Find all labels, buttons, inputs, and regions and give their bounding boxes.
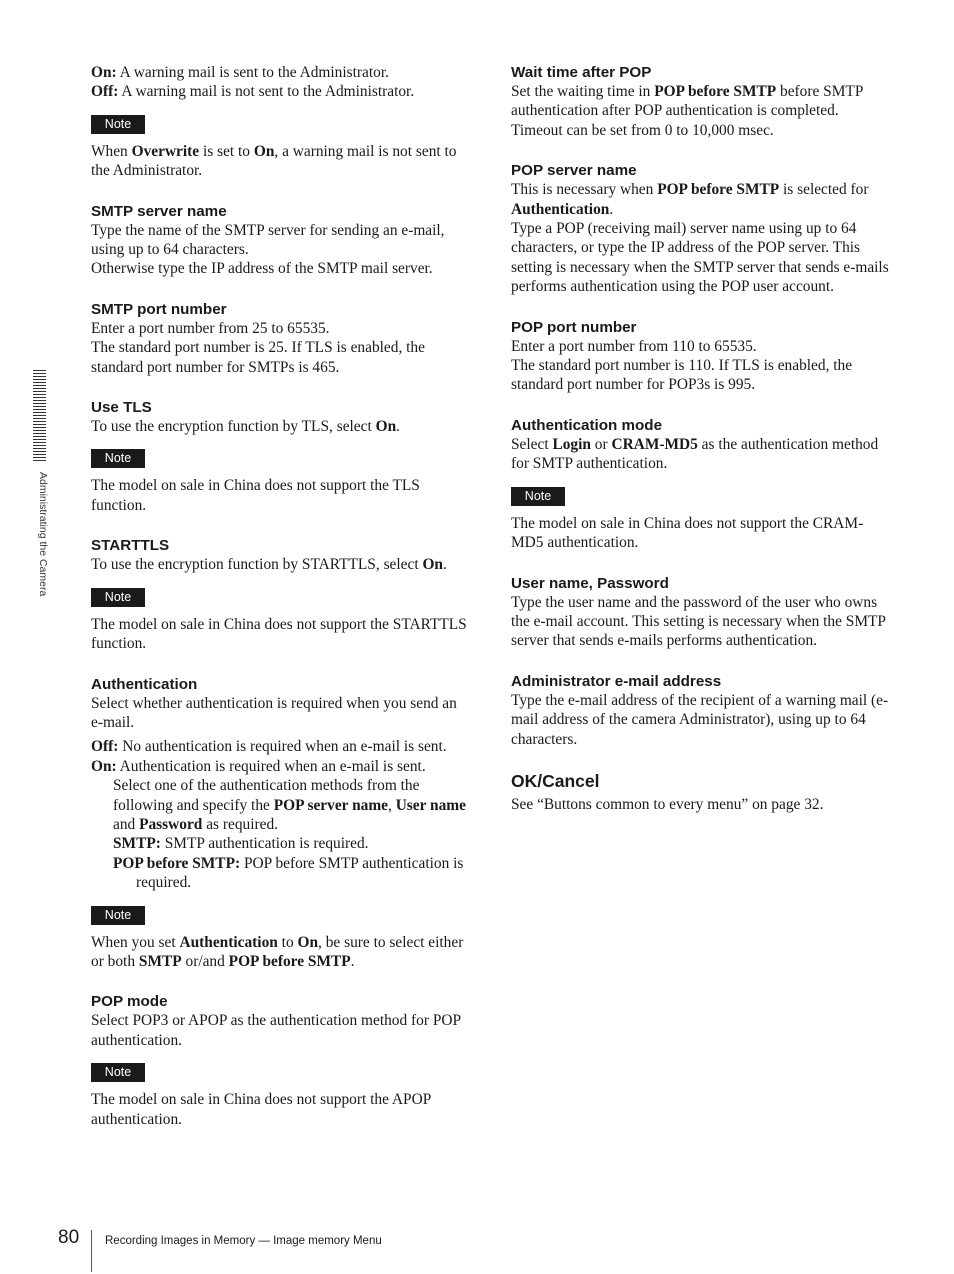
heading-pop-mode: POP mode: [91, 993, 168, 1011]
section-use-tls: Use TLS To use the encryption function by TLS, select On.: [91, 398, 469, 436]
note-badge: Note: [511, 487, 565, 506]
note-text: The model on sale in China does not support the STARTTLS function.: [91, 615, 467, 653]
section-pop-port-number: POP port number Enter a port number from 110 to 65535. The standard port number is 110. If TLS is enabled, the standard port number for POP3s is 995.: [511, 318, 889, 395]
note-badge: Note: [91, 115, 145, 134]
section-wait-time-after-pop: Wait time after POP Set the waiting time in POP before SMTP before SMTP authentication after POP authentication is completed. Timeout can be set from 0 to 10,000 msec.: [511, 63, 889, 140]
heading-authentication: Authentication: [91, 675, 198, 693]
footer-divider: [91, 1230, 92, 1272]
section-administrator-email: Administrator e-mail address Type the e-mail address of the recipient of a warning mail (e-mail address of the camera Administrator), using up to 64 characters.: [511, 672, 889, 748]
left-column: [91, 63, 469, 1150]
section-authentication-mode: Authentication mode Select Login or CRAM-MD5 as the authentication method for SMTP authentication.: [511, 416, 889, 474]
section-smtp-server-name: SMTP server name Type the name of the SMTP server for sending an e-mail, using up to 64 characters. Otherwise type the IP address of the SMTP mail server.: [91, 202, 469, 279]
right-column: [511, 63, 889, 835]
heading-user-name-password: User name, Password: [511, 574, 669, 592]
side-tab-bars: [33, 370, 46, 462]
heading-pop-port-number: POP port number: [511, 318, 637, 336]
overwrite-options: [91, 63, 469, 102]
option-off: Off: A warning mail is not sent to the Administrator.: [91, 83, 415, 101]
side-tab-label: Administrating the Camera: [37, 472, 49, 597]
option-on: On: A warning mail is sent to the Administrator.: [91, 64, 389, 81]
note-text: The model on sale in China does not support the APOP authentication.: [91, 1091, 431, 1128]
heading-smtp-port-number: SMTP port number: [91, 300, 227, 318]
heading-ok-cancel: OK/Cancel: [511, 770, 600, 791]
section-user-name-password: User name, Password Type the user name and the password of the user who owns the e-mail account. This setting is necessary when the SMTP server that sends e-mails performs authentication.: [511, 574, 889, 651]
heading-use-tls: Use TLS: [91, 399, 152, 417]
option-off: Off: No authentication is required when an e-mail is sent.: [91, 738, 447, 756]
option-on-detail: Select one of the authentication methods from the following and specify the POP server name, User name and Password as required. SMTP: SMTP authentication is required. POP before SMTP: POP before SMTP authentication is required.: [91, 776, 469, 892]
option-on: On: Authentication is required when an e-mail is sent.: [91, 757, 426, 775]
section-pop-mode: POP mode Select POP3 or APOP as the authentication method for POP authentication.: [91, 992, 469, 1050]
note-text: The model on sale in China does not support the CRAM-MD5 authentication.: [511, 514, 864, 552]
section-ok-cancel: OK/Cancel See “Buttons common to every menu” on page 32.: [511, 770, 889, 814]
note-text: When Overwrite is set to On, a warning mail is not sent to the Administrator.: [91, 142, 457, 180]
heading-authentication-mode: Authentication mode: [511, 416, 663, 434]
note-use-tls: [91, 448, 469, 515]
note-starttls: [91, 587, 469, 654]
footer-title: Recording Images in Memory — Image memory Menu: [105, 1235, 382, 1247]
section-starttls: STARTTLS To use the encryption function by STARTTLS, select On.: [91, 536, 469, 574]
note-badge: Note: [91, 588, 145, 607]
note-badge: Note: [91, 906, 145, 925]
note-pop-mode: [91, 1062, 469, 1129]
page-number: 80: [58, 1227, 80, 1248]
note-overwrite: [91, 114, 469, 181]
note-authentication-mode: [511, 486, 889, 553]
note-badge: Note: [91, 1063, 145, 1082]
heading-starttls: STARTTLS: [91, 537, 170, 555]
heading-administrator-email: Administrator e-mail address: [511, 672, 722, 690]
section-smtp-port-number: SMTP port number Enter a port number from 25 to 65535. The standard port number is 25. If TLS is enabled, the standard port number for SMTPs is 465.: [91, 300, 469, 377]
note-text: The model on sale in China does not support the TLS function.: [91, 477, 420, 514]
note-badge: Note: [91, 449, 145, 468]
section-pop-server-name: POP server name This is necessary when POP before SMTP is selected for Authentication. Type a POP (receiving mail) server name using up to 64 characters, or type the IP address of the POP server. This setting is necessary when the SMTP server that sends e-mails performs authentication using the POP user account.: [511, 162, 889, 296]
section-authentication: Authentication Select whether authentication is required when you send an e-mail. Off: No authentication is required when an e-mail is sent. On: Authentication is required when an e-mail is sent. Select one of the authentication methods from the following and specify the POP server name, User name and Password as required. SMTP: SMTP authentication is required. POP before SMTP: POP before SMTP authentication is required.: [91, 675, 469, 893]
heading-wait-time-after-pop: Wait time after POP: [511, 64, 652, 81]
heading-pop-server-name: POP server name: [511, 162, 637, 180]
method-pop-before-smtp: POP before SMTP: POP before SMTP authentication is required.: [113, 854, 464, 892]
note-authentication: [91, 905, 469, 972]
note-text: When you set Authentication to On, be sure to select either or both SMTP or/and POP before SMTP.: [91, 933, 464, 970]
method-smtp: SMTP: SMTP authentication is required.: [113, 835, 369, 853]
heading-smtp-server-name: SMTP server name: [91, 202, 227, 220]
